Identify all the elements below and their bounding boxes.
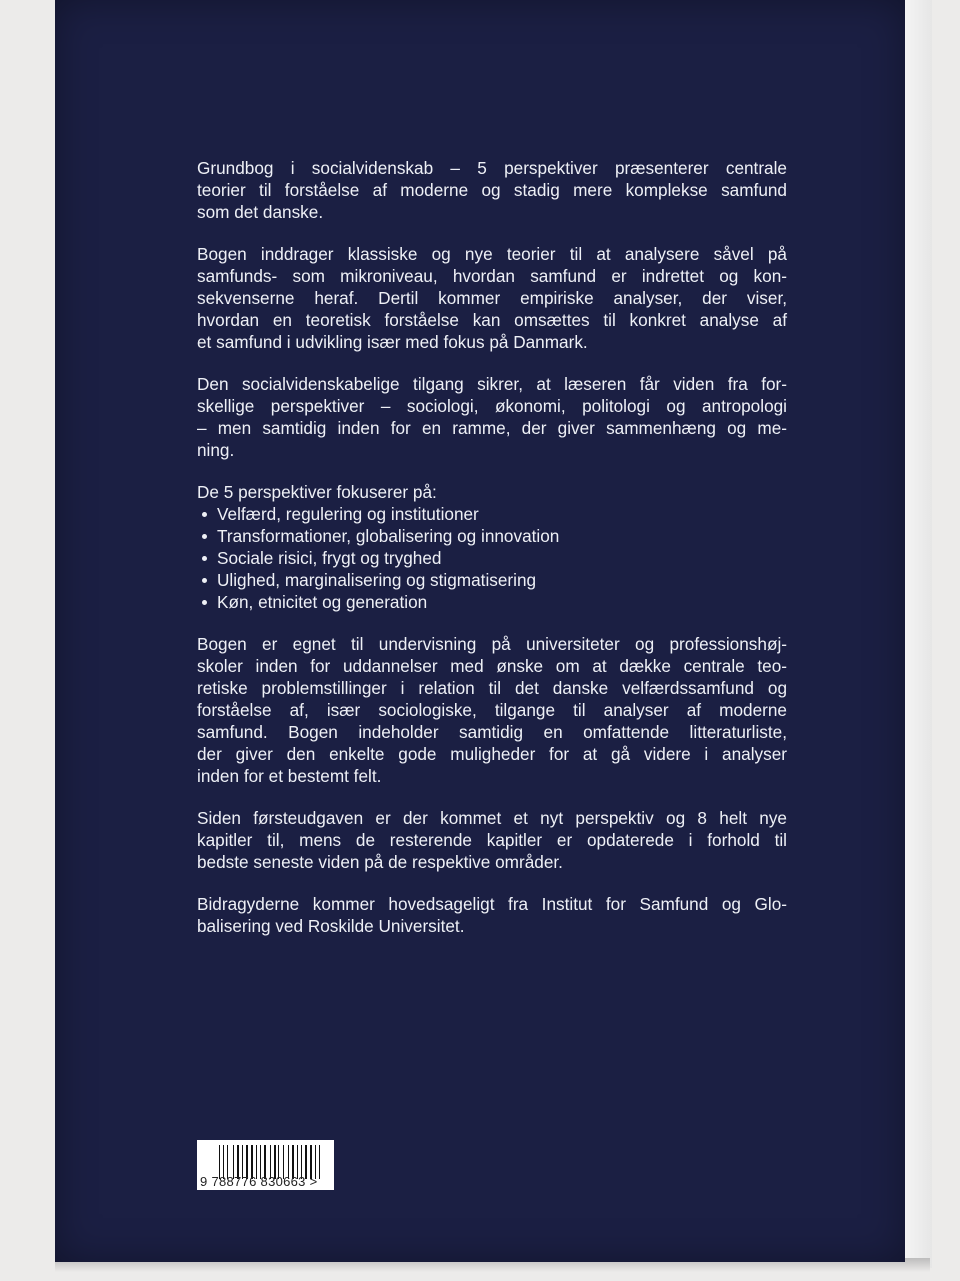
bullet-item: Sociale risici, frygt og tryghed (197, 547, 787, 569)
text-line: hvordan en teoretisk forståelse kan omsættes til konkret analyse af (197, 310, 787, 330)
text-line: Bogen er egnet til undervisning på universiteter og professionshøj- (197, 634, 787, 654)
list-intro: De 5 perspektiver fokuserer på: (197, 482, 437, 502)
paragraph (197, 807, 787, 873)
text-line: inden for et bestemt felt. (197, 766, 382, 786)
text-line: Bogen inddrager klassiske og nye teorier til at analysere såvel på (197, 244, 787, 264)
text-line: et samfund i udvikling især med fokus på Danmark. (197, 332, 588, 352)
blurb-text (197, 157, 787, 957)
text-line: sekvenserne heraf. Dertil kommer empiriske analyser, der viser, (197, 288, 787, 308)
barcode-bar (321, 1145, 322, 1179)
text-line: retiske problemstillinger i relation til det danske velfærdssamfund og (197, 678, 787, 698)
bullet-item: Ulighed, marginalisering og stigmatisering (197, 569, 787, 591)
text-line: Bidragyderne kommer hovedsageligt fra Institut for Samfund og Glo- (197, 894, 787, 914)
text-line: Den socialvidenskabelige tilgang sikrer, at læseren får viden fra for- (197, 374, 787, 394)
text-line: teorier til forståelse af moderne og stadig mere komplekse samfund (197, 180, 787, 200)
bullet-item: Transformationer, globalisering og innovation (197, 525, 787, 547)
paragraph (197, 633, 787, 787)
text-line: Grundbog i socialvidenskab – 5 perspektiver præsenterer centrale (197, 158, 787, 178)
text-line: – men samtidig inden for en ramme, der giver sammenhæng og me- (197, 418, 787, 438)
paragraph (197, 373, 787, 461)
perspectives-list (197, 481, 787, 613)
text-line: forståelse af, især sociologiske, tilgange til analyser af moderne (197, 700, 787, 720)
paragraph (197, 157, 787, 223)
paragraph (197, 243, 787, 353)
text-line: skoler inden for uddannelser med ønske om at dække centrale teo- (197, 656, 787, 676)
text-line: som det danske. (197, 202, 324, 222)
bullet-item: Velfærd, regulering og institutioner (197, 503, 787, 525)
isbn-barcode (197, 1140, 334, 1190)
text-line: samfund. Bogen indeholder samtidig en omfattende litteraturliste, (197, 722, 787, 742)
text-line: der giver den enkelte gode muligheder for at gå videre i analyser (197, 744, 787, 764)
bullet-item: Køn, etnicitet og generation (197, 591, 787, 613)
barcode-bar (319, 1145, 320, 1179)
text-line: kapitler til, mens de resterende kapitler er opdaterede i forhold til (197, 830, 787, 850)
text-line: bedste seneste viden på de respektive områder. (197, 852, 563, 872)
barcode-digits: 9 788776 830663 > (200, 1174, 318, 1189)
text-line: Siden førsteudgaven er der kommet et nyt perspektiv og 8 helt nye (197, 808, 787, 828)
text-line: ning. (197, 440, 235, 460)
text-line: balisering ved Roskilde Universitet. (197, 916, 465, 936)
text-line: skellige perspektiver – sociologi, økonomi, politologi og antropologi (197, 396, 787, 416)
text-line: samfunds- som mikroniveau, hvordan samfund er indrettet og kon- (197, 266, 787, 286)
paragraph (197, 893, 787, 937)
